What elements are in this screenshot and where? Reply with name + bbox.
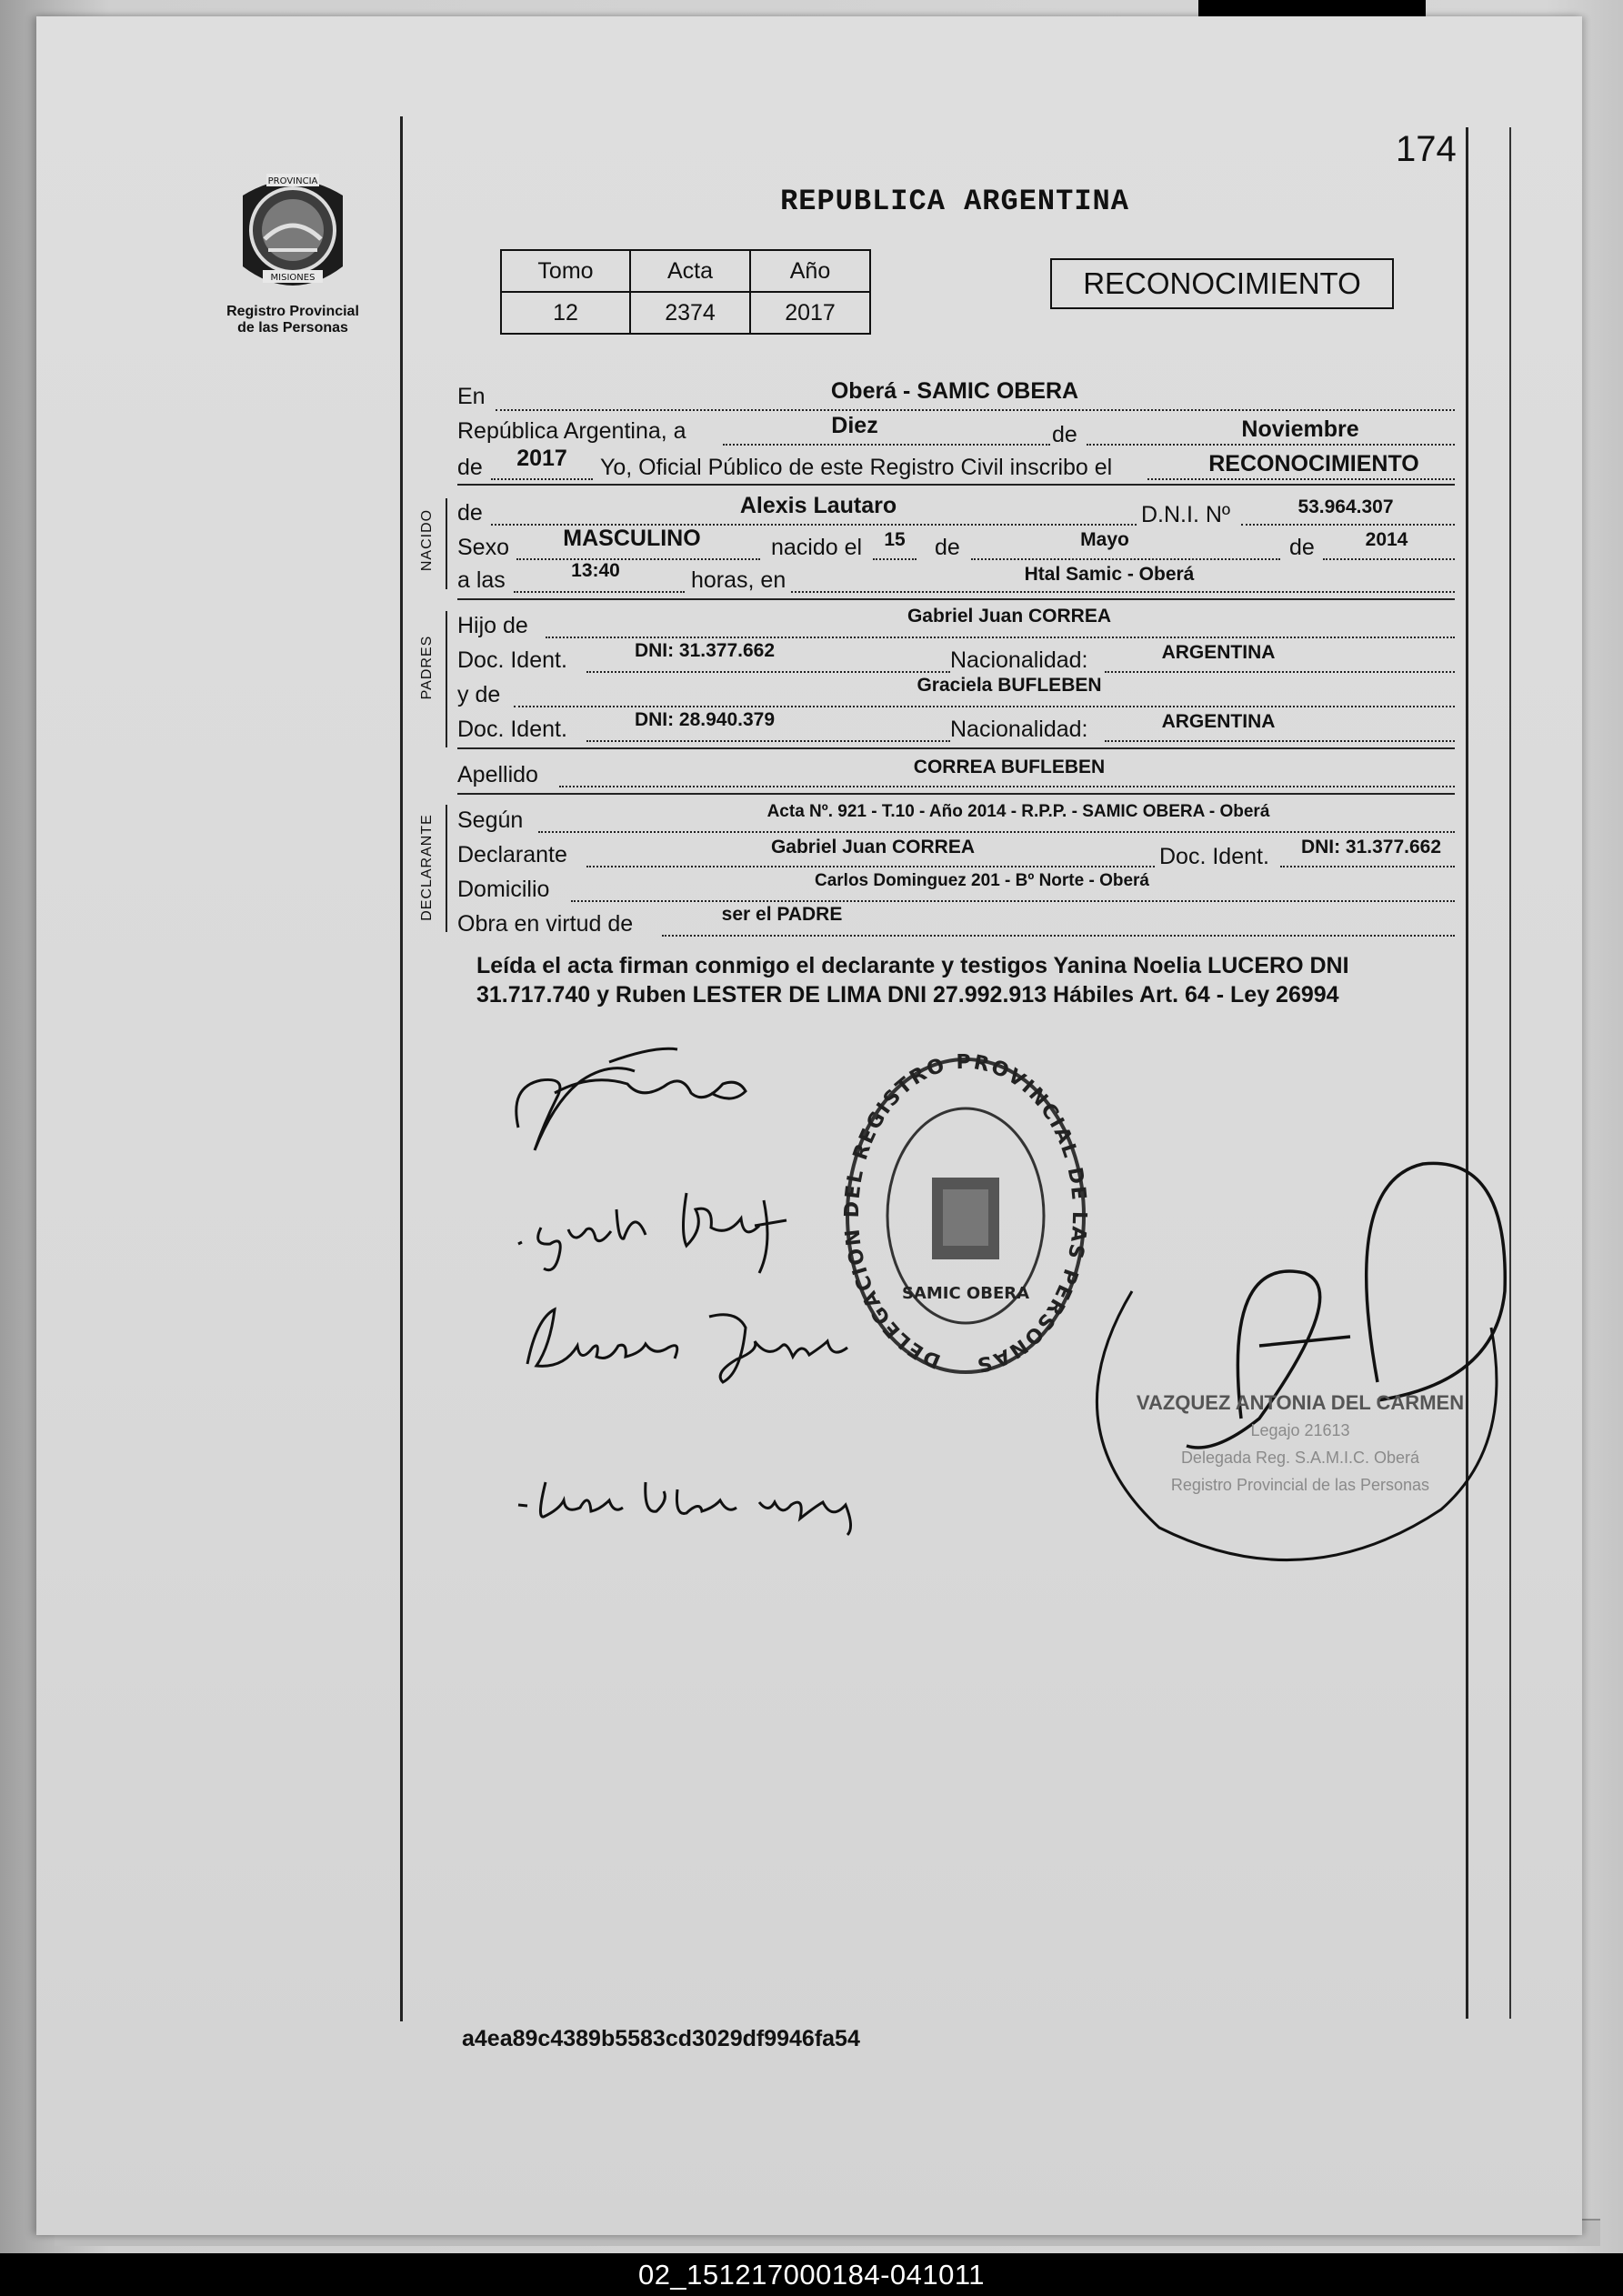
- obra-value: ser el PADRE: [721, 904, 843, 925]
- padre-doc-fill: [586, 671, 950, 673]
- sexo-value: MASCULINO: [563, 526, 701, 551]
- padre-nac-fill: [1105, 671, 1455, 673]
- nacido-el-label: nacido el: [771, 535, 863, 560]
- year-fill: [491, 478, 593, 480]
- left-margin-line: [400, 116, 403, 2021]
- table-value-tomo: 12: [501, 292, 630, 334]
- declarante-section-label: DECLARANTE: [419, 814, 435, 921]
- birth-year-fill: [1323, 558, 1455, 560]
- official-stamp-text: [1109, 1389, 1491, 1499]
- signature-testigo-lucero: [509, 1291, 891, 1391]
- domicilio-value: Carlos Dominguez 201 - Bº Norte - Oberá: [814, 871, 1149, 890]
- segun-label: Según: [457, 807, 524, 833]
- birth-month-value: Mayo: [1080, 529, 1129, 550]
- scan-footer: 02_151217000184-041011: [0, 2253, 1623, 2296]
- madre-nac-fill: [1105, 740, 1455, 742]
- horas-en-label: horas, en: [691, 567, 786, 593]
- padres-section-label: PADRES: [419, 635, 435, 700]
- table-header-ano: Año: [750, 250, 870, 292]
- registry-table: [500, 249, 871, 335]
- table-header-acta: Acta: [630, 250, 750, 292]
- padres-bracket: [446, 611, 447, 747]
- birth-day-fill: [873, 558, 917, 560]
- hora-value: 13:40: [571, 560, 620, 581]
- madre-doc-fill: [586, 740, 950, 742]
- inscribo-fill: [1147, 478, 1455, 480]
- nombre-label: de: [457, 500, 483, 526]
- y-de-label: y de: [457, 682, 501, 707]
- declarante-fill: [586, 866, 1155, 867]
- declarante-doc-fill: [1280, 866, 1455, 867]
- seal-ring-text: DELEGACION DEL REGISTRO PROVINCIAL DE LAS PERSONAS: [841, 1050, 1091, 1377]
- declarante-doc-value: DNI: 31.377.662: [1300, 837, 1442, 857]
- document-page: [36, 16, 1582, 2235]
- lugar-fill: [791, 591, 1455, 593]
- padre-nac-label: Nacionalidad:: [950, 647, 1088, 673]
- dni-fill: [1241, 524, 1455, 526]
- madre-fill: [514, 706, 1455, 707]
- birth-de2-label: de: [1289, 535, 1315, 560]
- official-legajo: Legajo 21613: [1250, 1421, 1350, 1439]
- birth-year-value: 2014: [1365, 529, 1408, 550]
- day-fill: [723, 444, 1050, 446]
- month-fill: [1087, 444, 1455, 446]
- padre-fill: [546, 637, 1455, 638]
- birth-month-fill: [971, 558, 1280, 560]
- hora-fill: [514, 591, 685, 593]
- en-value: Oberá - SAMIC OBERA: [830, 378, 1079, 404]
- registry-seal: [841, 1046, 1091, 1387]
- padre-value: Gabriel Juan CORREA: [907, 606, 1112, 627]
- padre-doc-label: Doc. Ident.: [457, 647, 567, 673]
- section-divider: [457, 484, 1455, 486]
- republica-label: República Argentina, a: [457, 418, 686, 444]
- madre-nac-value: ARGENTINA: [1161, 711, 1276, 732]
- lugar-value: Htal Samic - Oberá: [1024, 564, 1195, 585]
- apellido-label: Apellido: [457, 762, 538, 787]
- birth-day-value: 15: [884, 529, 906, 550]
- apellido-value: CORREA BUFLEBEN: [913, 757, 1106, 777]
- madre-nac-label: Nacionalidad:: [950, 717, 1088, 742]
- official-registry: Registro Provincial de las Personas: [1170, 1476, 1430, 1494]
- table-value-ano: 2017: [750, 292, 870, 334]
- nombre-value: Alexis Lautaro: [739, 493, 897, 518]
- madre-doc-value: DNI: 28.940.379: [634, 709, 776, 730]
- declarante-bracket: [446, 805, 447, 932]
- day-value: Diez: [831, 413, 878, 438]
- section-divider: [457, 793, 1455, 795]
- signature-declarante: [500, 1037, 773, 1159]
- madre-value: Graciela BUFLEBEN: [917, 675, 1102, 696]
- segun-value: Acta Nº. 921 - T.10 - Año 2014 - R.P.P. - SAMIC OBERA - Oberá: [766, 802, 1270, 821]
- en-label: En: [457, 384, 486, 409]
- section-divider: [457, 598, 1455, 600]
- month-value: Noviembre: [1241, 416, 1359, 442]
- emblem-top-text: PROVINCIA: [267, 176, 318, 186]
- inscribo-value: RECONOCIMIENTO: [1208, 451, 1419, 476]
- page-number: 174: [1396, 129, 1457, 169]
- madre-doc-label: Doc. Ident.: [457, 717, 567, 742]
- section-divider: [457, 747, 1455, 749]
- de-label: de: [1052, 422, 1077, 447]
- official-signature-stamp: [1077, 1146, 1514, 1569]
- declarante-value: Gabriel Juan CORREA: [770, 837, 976, 857]
- scan-artifact: [1198, 0, 1426, 16]
- dni-value: 53.964.307: [1297, 496, 1394, 517]
- year-prefix: de: [457, 455, 483, 480]
- signature-testigo-lester: [509, 1464, 918, 1537]
- a-las-label: a las: [457, 567, 506, 593]
- obra-fill: [662, 935, 1455, 937]
- padre-nac-value: ARGENTINA: [1161, 642, 1276, 663]
- country-title: REPUBLICA ARGENTINA: [780, 185, 1129, 218]
- sexo-label: Sexo: [457, 535, 509, 560]
- emblem-bottom-text: MISIONES: [270, 273, 316, 283]
- domicilio-label: Domicilio: [457, 877, 550, 902]
- nacido-section-label: NACIDO: [419, 508, 435, 572]
- document-hash: a4ea89c4389b5583cd3029df9946fa54: [462, 2026, 860, 2051]
- declarante-label: Declarante: [457, 842, 567, 867]
- padre-doc-value: DNI: 31.377.662: [634, 640, 776, 661]
- official-name: VAZQUEZ ANTONIA DEL CARMEN: [1136, 1391, 1465, 1414]
- nacido-bracket: [446, 498, 447, 589]
- act-type-box: RECONOCIMIENTO: [1050, 258, 1394, 309]
- dni-label: D.N.I. Nº: [1141, 502, 1231, 527]
- en-fill: [496, 409, 1455, 411]
- segun-fill: [538, 831, 1455, 833]
- closing-statement: Leída el acta firman conmigo el declarante y testigos Yanina Noelia LUCERO DNI 31.717.740 y Ruben LESTER DE LIMA DNI 27.992.913 Hábiles Art. 64 - Ley 26994: [476, 953, 1349, 1008]
- obra-label: Obra en virtud de: [457, 911, 634, 937]
- outer-margin-line: [1509, 127, 1511, 2019]
- hijo-de-label: Hijo de: [457, 613, 528, 638]
- table-header-tomo: Tomo: [501, 250, 630, 292]
- province-emblem-logo: [232, 168, 354, 296]
- declarante-doc-label: Doc. Ident.: [1159, 844, 1269, 869]
- domicilio-fill: [571, 900, 1455, 902]
- year-value: 2017: [516, 446, 567, 471]
- logo-caption: Registro Provincial de las Personas: [226, 304, 359, 336]
- signature-madre: [509, 1173, 818, 1282]
- official-role: Delegada Reg. S.A.M.I.C. Oberá: [1180, 1449, 1420, 1467]
- seal-inner-text: SAMIC OBERA: [901, 1284, 1030, 1303]
- birth-de1-label: de: [935, 535, 960, 560]
- inscribo-label: Yo, Oficial Público de este Registro Civil inscribo el: [600, 455, 1113, 480]
- right-margin-line: [1466, 127, 1468, 2019]
- table-value-acta: 2374: [630, 292, 750, 334]
- apellido-fill: [559, 786, 1455, 787]
